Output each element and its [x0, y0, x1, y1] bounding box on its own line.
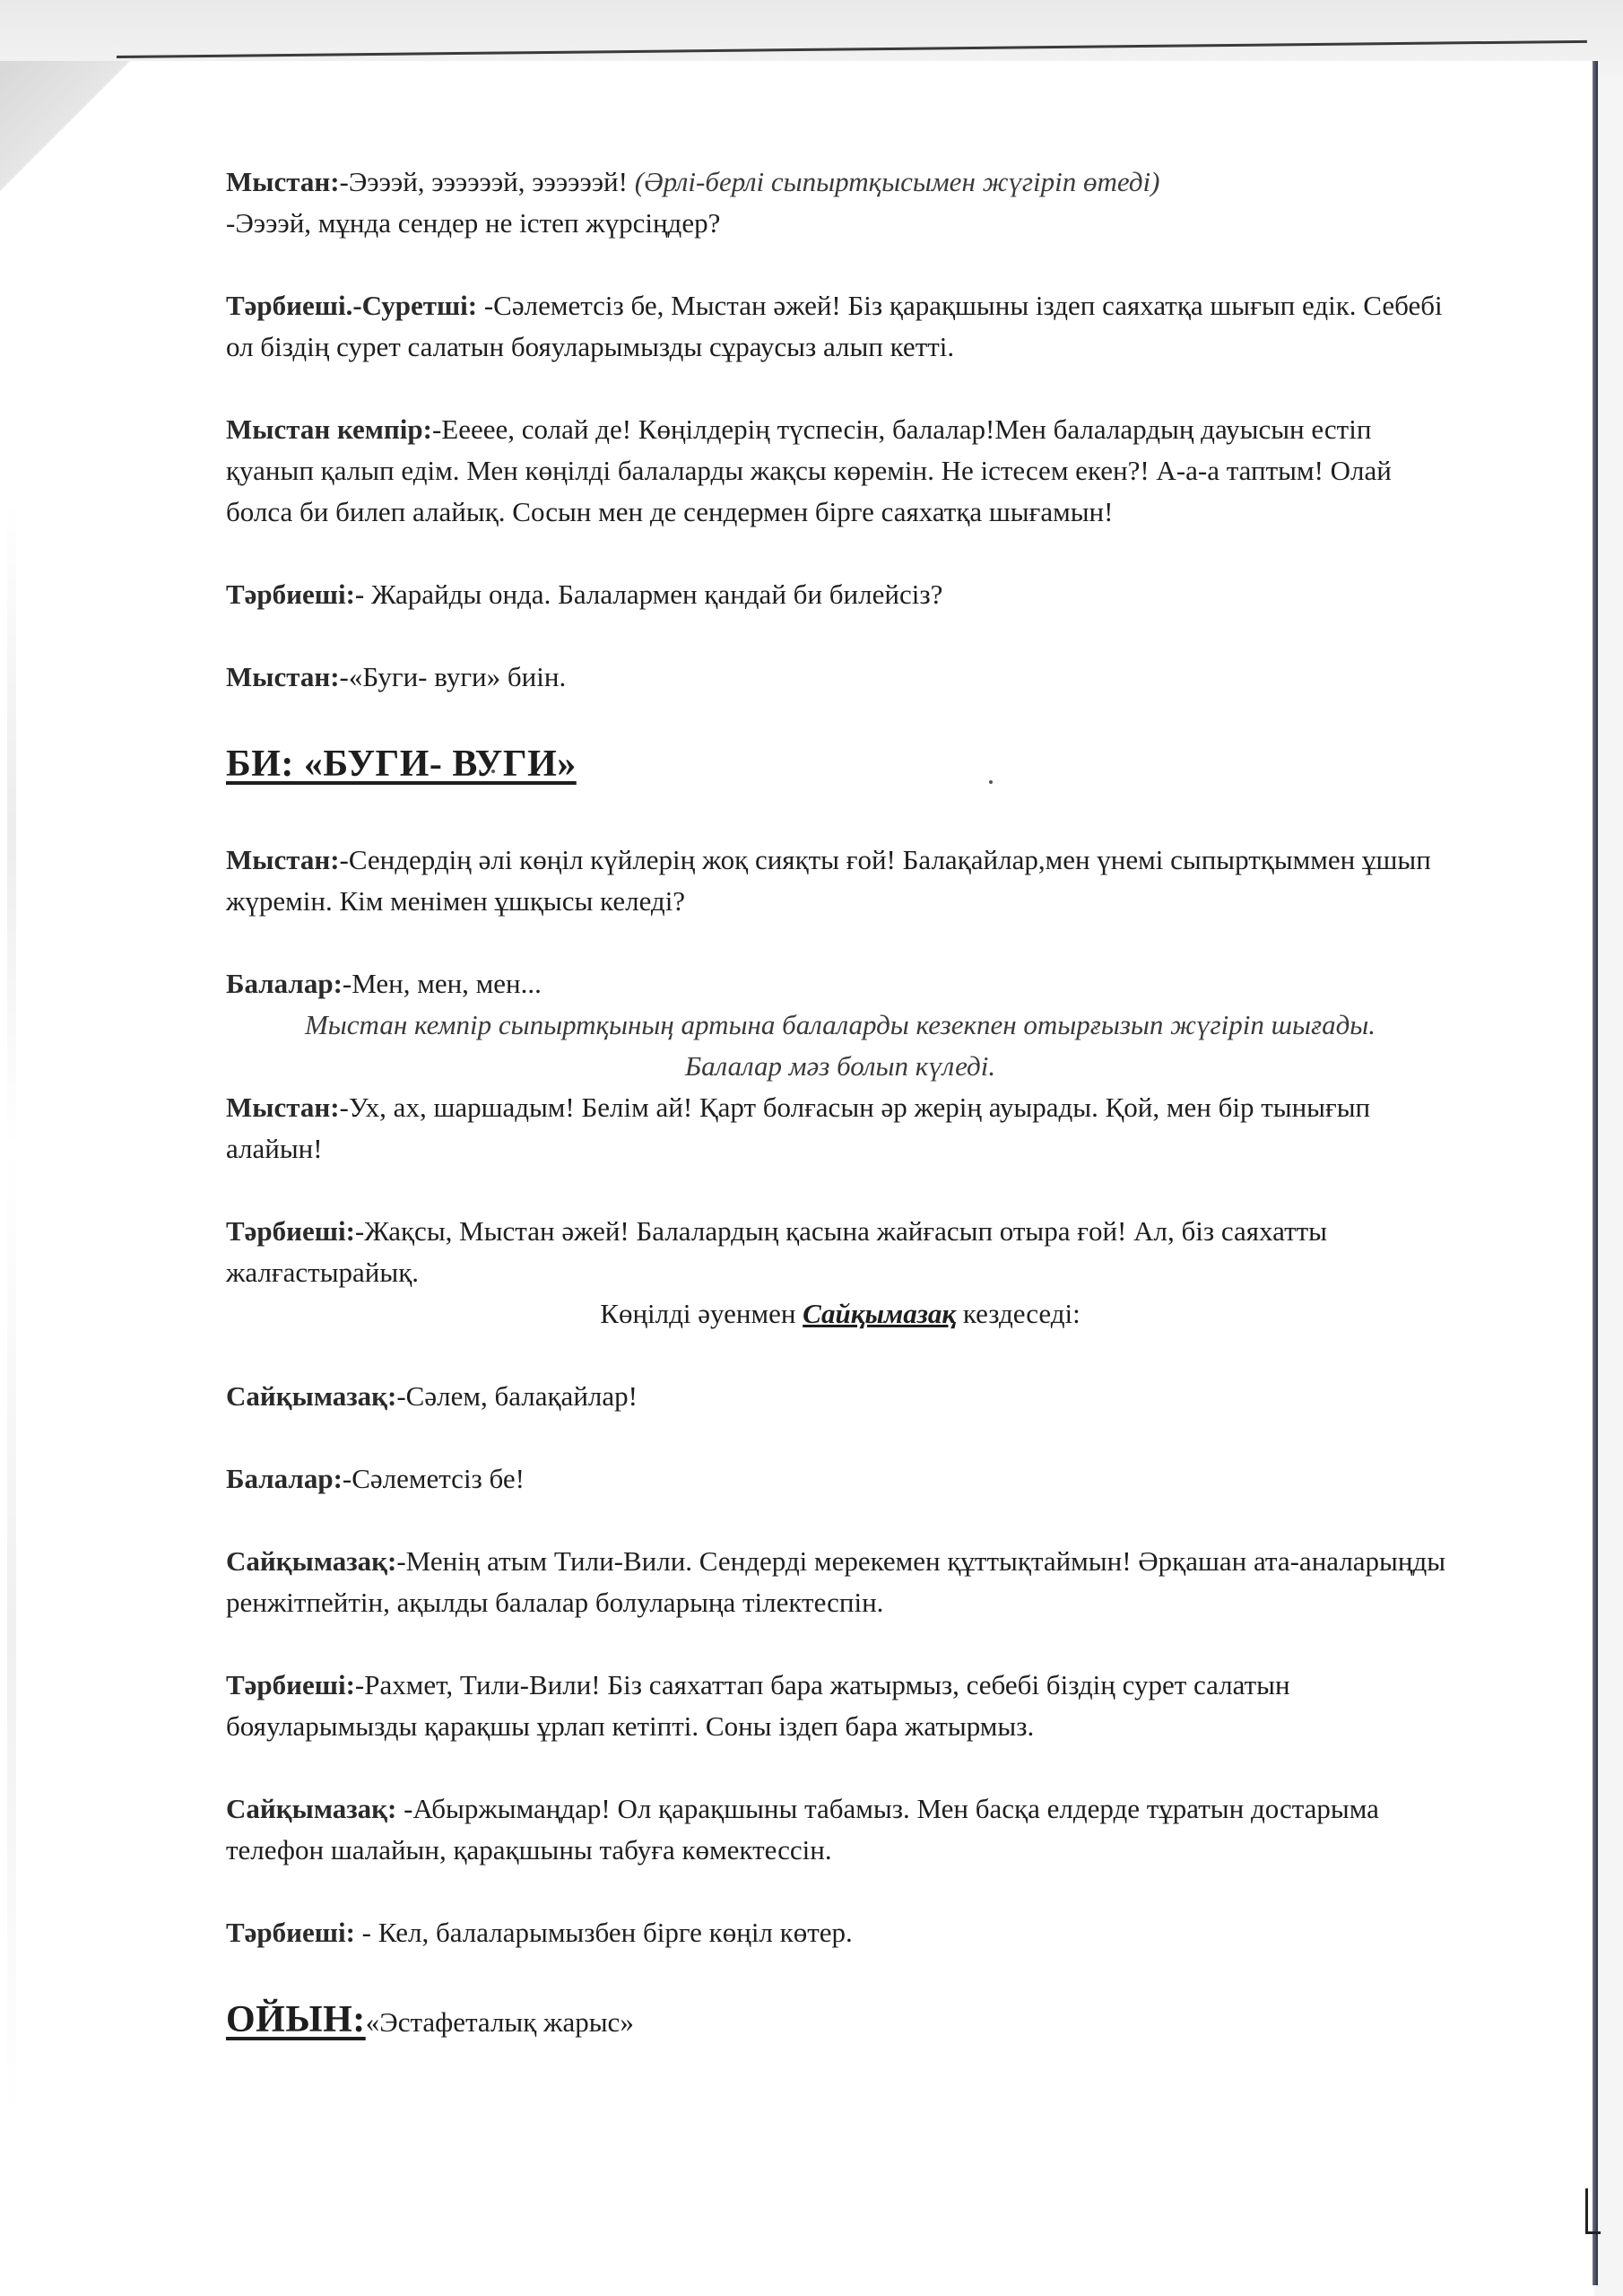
dialogue-text: -Ээээй, мұнда сендер не істеп жүрсіңдер? — [226, 207, 721, 239]
dialogue-block — [226, 285, 1454, 368]
stage-text: Көңілді әуенмен — [600, 1298, 803, 1329]
dialogue-block — [226, 161, 1454, 244]
speaker-label: Сайқымазақ: — [226, 1545, 397, 1577]
dialogue-block — [226, 1211, 1454, 1293]
speaker-label: Тәрбиеші: — [226, 1669, 355, 1700]
speaker-label: Мыстан кемпір: — [226, 413, 432, 445]
dialogue-block — [226, 963, 1454, 1004]
dialogue-block — [226, 839, 1454, 922]
section-heading-wrap — [226, 739, 1454, 789]
dialogue-block — [226, 1541, 1454, 1623]
binder-edge — [1593, 61, 1598, 2285]
speaker-label: Мыстан: — [226, 1091, 340, 1123]
dialogue-text: -Рахмет, Тили-Вили! Біз саяхаттап бара жатырмыз, себебі біздің сурет салатын бояуларымызды қарақшы ұрлап кетіпті. Соны іздеп бара жатырмыз. — [226, 1669, 1290, 1742]
stage-direction: (Әрлі-берлі сыпыртқысымен жүгіріп өтеді) — [634, 166, 1160, 197]
dialogue-text: -«Буги- вуги» биін. — [339, 661, 567, 692]
section-heading-wrap — [226, 1995, 1454, 2045]
dialogue-text: -Сәлеметсіз бе, Мыстан әжей! Біз қарақшыны іздеп саяхатқа шығып едік. Себебі ол біздің сурет салатын бояуларымызды сұраусыз алып кетті. — [226, 290, 1443, 362]
speaker-label: Тәрбиеші: — [226, 1215, 355, 1247]
speaker-label: Тәрбиеші:- — [226, 578, 365, 610]
dialogue-text: Жарайды онда. Балалармен қандай би билейсіз? — [364, 578, 943, 610]
dialogue-text: -Ух, ах, шаршадым! Белім ай! Қарт болғасын әр жерің ауырады. Қой, мен бір тынығып алайын! — [226, 1091, 1371, 1164]
section-heading-game: ОЙЫН: — [226, 1999, 366, 2040]
binder-mark — [1585, 2188, 1601, 2234]
dialogue-text: -Мен, мен, мен... — [342, 968, 542, 999]
dialogue-block — [226, 409, 1454, 533]
stage-text: кездеседі: — [956, 1298, 1081, 1329]
dialogue-block — [226, 574, 1454, 615]
dialogue-text: -Сәлеметсіз бе! — [342, 1463, 525, 1494]
stage-direction: Балалар мәз болып күледі. — [684, 1050, 996, 1082]
dialogue-text: -Ееeee, солай де! Көңілдерің түспесін, балалар!Мен балалардың дауысын естіп қуанып қалып едім. Мен көңілді балаларды жақсы көремін. Не істесем екен?! А-а-а таптым! Олай болса би билеп алайық. Сосын мен де сендермен бірге саяхатқа шығамын! — [226, 413, 1392, 527]
speaker-label: Сайқымазақ: — [226, 1793, 397, 1824]
dialogue-text: -Абыржымаңдар! Ол қарақшыны табамыз. Мен басқа елдерде тұратын достарыма телефон шалайын, қарақшыны табуға көмектессін. — [226, 1793, 1379, 1866]
speaker-label: Мыстан: — [226, 661, 340, 692]
dialogue-block — [226, 1376, 1454, 1417]
speaker-label: Балалар: — [226, 968, 343, 999]
dialogue-block — [226, 1788, 1454, 1871]
speaker-label: Тәрбиеші.-Суретші: — [226, 290, 478, 321]
dialogue-block — [226, 657, 1454, 698]
document-body — [226, 161, 1454, 2095]
dialogue-text: -Сәлем, балақайлар! — [396, 1380, 638, 1412]
game-title: «Эстафеталық жарыс» — [365, 2006, 634, 2038]
scan-smudge — [7, 502, 16, 2117]
folded-corner — [0, 61, 131, 192]
dialogue-block — [226, 1665, 1454, 1747]
stage-direction: Мыстан кемпір сыпыртқының артына балаларды кезекпен отырғызып жүгіріп шығады. — [304, 1009, 1376, 1040]
dialogue-text: -Жақсы, Мыстан әжей! Балалардың қасына жайғасып отыра ғой! Ал, біз саяхатты жалғастырайық. — [226, 1215, 1327, 1288]
dialogue-block — [226, 1458, 1454, 1500]
speaker-label: Мыстан: — [226, 166, 340, 197]
section-heading-dance: БИ: «БУГИ- ВУГИ» — [226, 744, 577, 785]
dialogue-text: -Ээээй, ээээээй, ээээээй! — [339, 166, 628, 197]
dialogue-text: - Кел, балаларымызбен бірге көңіл көтер. — [354, 1917, 853, 1948]
dialogue-block — [226, 1087, 1454, 1170]
speaker-label: Тәрбиеші: — [226, 1917, 355, 1948]
dialogue-block — [226, 1912, 1454, 1953]
dialogue-text: -Сендердің әлі көңіл күйлерің жоқ сияқты ғой! Балақайлар,мен үнемі сыпыртқыммен ұшып жүремін. Кім менімен ұшқысы келеді? — [226, 844, 1431, 917]
speaker-label: Сайқымазақ: — [226, 1380, 397, 1412]
dialogue-text: -Менің атым Тили-Вили. Сендерді мерекемен құттықтаймын! Әрқашан ата-аналарыңды ренжітпейтін, ақылды балалар болуларыңа тілектеспін. — [226, 1545, 1446, 1618]
character-name: Сайқымазақ — [803, 1298, 957, 1329]
stage-direction-center — [226, 1293, 1454, 1335]
speaker-label: Мыстан: — [226, 844, 340, 875]
speaker-label: Балалар: — [226, 1463, 343, 1494]
